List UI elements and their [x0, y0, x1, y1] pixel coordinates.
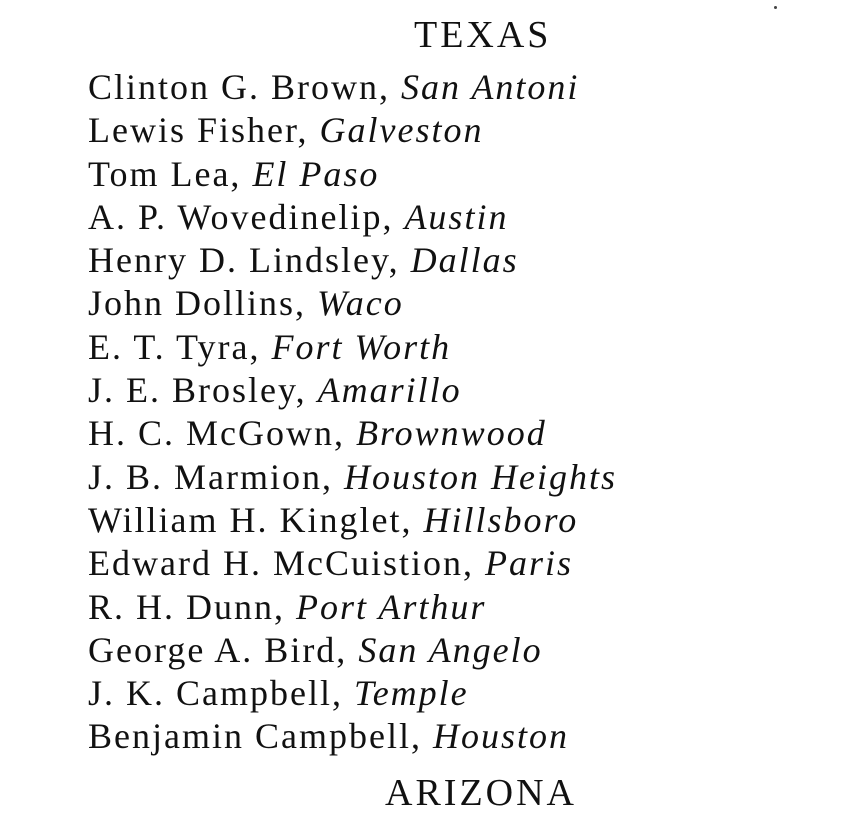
list-item	[88, 109, 617, 152]
entry-name: E. T. Tyra,	[88, 326, 261, 367]
entry-city: Hillsboro	[423, 499, 579, 540]
ink-speck	[774, 6, 777, 9]
list-item	[88, 196, 617, 239]
list-item	[88, 586, 617, 629]
entry-city: San Angelo	[358, 629, 543, 670]
list-item	[88, 542, 617, 585]
entry-name: H. C. McGown,	[88, 413, 345, 454]
entry-city: Austin	[404, 196, 509, 237]
list-item	[88, 369, 617, 412]
entry-city: Houston	[432, 716, 569, 757]
entry-name: R. H. Dunn,	[88, 586, 286, 627]
list-item	[88, 672, 617, 715]
entry-city: Port Arthur	[296, 586, 487, 627]
entry-name: J. K. Campbell,	[88, 673, 343, 714]
entry-name: Henry D. Lindsley,	[88, 240, 400, 281]
list-item	[88, 326, 617, 369]
entry-city: El Paso	[252, 153, 380, 194]
section-heading-arizona: ARIZONA	[385, 772, 577, 814]
entry-city: Galveston	[319, 110, 484, 151]
entry-name: Edward H. McCuistion,	[88, 543, 474, 584]
list-item	[88, 715, 617, 758]
entry-name: J. E. Brosley,	[88, 370, 307, 411]
entry-city: Fort Worth	[271, 326, 452, 367]
entry-city: Waco	[317, 283, 404, 324]
entry-city: Dallas	[410, 240, 519, 281]
entry-city: Houston Heights	[344, 456, 618, 497]
list-item	[88, 629, 617, 672]
list-item	[88, 153, 617, 196]
entry-name: Clinton G. Brown,	[88, 67, 391, 107]
list-item	[88, 239, 617, 282]
entry-city: Brownwood	[356, 413, 547, 454]
list-item	[88, 412, 617, 455]
entry-city: Paris	[484, 543, 573, 584]
entry-name: Lewis Fisher,	[88, 110, 309, 151]
entry-name: Benjamin Campbell,	[88, 716, 422, 757]
entry-name: A. P. Wovedinelip,	[88, 196, 394, 237]
list-item	[88, 456, 617, 499]
entry-city: Amarillo	[317, 370, 462, 411]
list-item	[88, 282, 617, 325]
list-item	[88, 499, 617, 542]
entry-city: Temple	[353, 673, 469, 714]
section-heading-texas: TEXAS	[414, 14, 552, 56]
entry-city: San Antoni	[401, 67, 580, 107]
entry-name: John Dollins,	[88, 283, 307, 324]
entry-name: J. B. Marmion,	[88, 456, 334, 497]
list-item	[88, 66, 617, 109]
entry-name: George A. Bird,	[88, 629, 348, 670]
entry-name: Tom Lea,	[88, 153, 242, 194]
entry-list	[88, 66, 617, 759]
entry-name: William H. Kinglet,	[88, 499, 413, 540]
